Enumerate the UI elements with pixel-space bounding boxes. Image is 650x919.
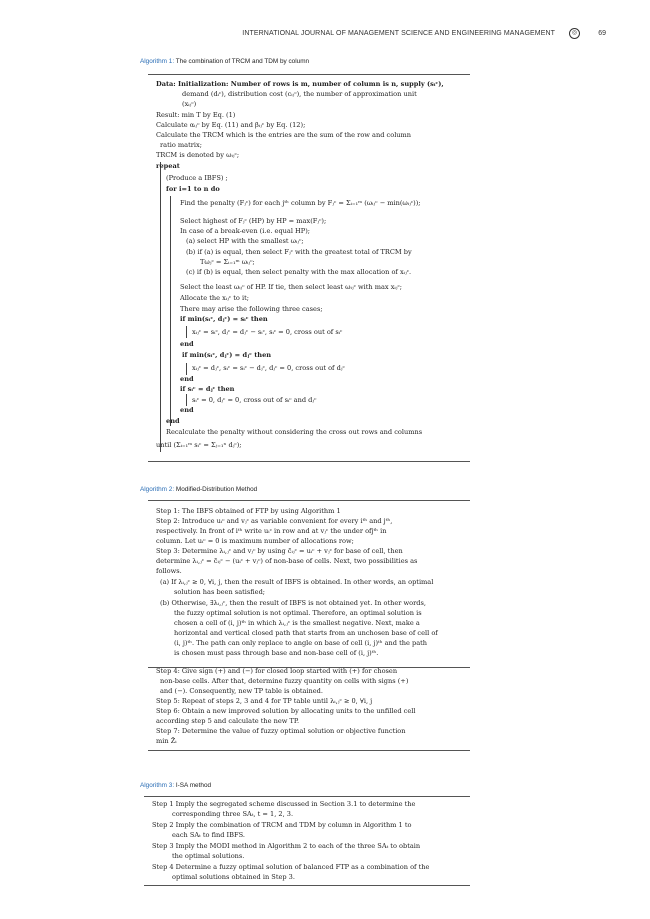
algo2-line-9: (b) Otherwise, ∃λᵢ,ⱼᶜ, then the result of IBFS is not obtained yet. In other words, [160,599,426,607]
algo2-line-11: chosen a cell of (i, j)ᵗʰ in which λᵢ,ⱼᶜ is the smallest negative. Next, make a [174,619,420,627]
algo3-line-7: optimal solutions obtained in Step 3. [172,873,295,881]
algo1-line-19: Allocate the xᵢⱼᶜ to it; [180,294,249,302]
algo2-line-12: horizontal and vertical closed path that starts from an unchosen base of cell of [174,629,438,637]
algo2-line-16: non-base cells. After that, determine fuzzy quantity on cells with signs (+) [160,677,409,685]
algo1-line-15: (b) if (a) is equal, then select Fⱼᶜ with the greatest total of TRCM by [186,248,412,256]
algo2-line-21: Step 7: Determine the value of fuzzy optimal solution or objective function [156,727,406,735]
algo1-line-1: demand (dᵢᶜ), distribution cost (cᵢⱼᶜ), the number of approximation unit [182,90,417,98]
algo2-line-20: according step 5 and calculate the new TP. [156,717,300,725]
algo1-line-6: ratio matrix; [160,141,202,149]
algo2-line-7: (a) If λᵢ,ⱼᶜ ≥ 0, ∀i, j, then the result of IBFS is obtained. In other words, an optimal [160,578,434,586]
algo1-line-12: Select highest of Fⱼᶜ (HP) by HP = max(Fⱼᶜ); [180,217,327,225]
algo1-line-17: (c) if (b) is equal, then select penalty with the max allocation of xᵢⱼᶜ. [186,268,412,276]
algo1-line-25: xᵢⱼᶜ = dⱼᶜ, sᵢᶜ = sᵢᶜ − dⱼᶜ, dⱼᶜ = 0, cross out of dⱼᶜ [192,364,345,372]
algo1-line-9: (Produce a IBFS) ; [166,174,228,182]
algo1-line-28: sᵢᶜ = 0, dⱼᶜ = 0, cross out of sᵢᶜ and dⱼᶜ [192,396,317,404]
algorithm-3-title: I-SA method [174,782,212,789]
algo1-line-29: end [180,406,194,414]
algorithm-3-caption [140,782,211,789]
algorithm-2-title: Modified-Distribution Method [174,486,258,493]
algo1-line-21: if min(sᵢᶜ, dⱼᶜ) = sᵢᶜ then [180,315,268,323]
algo2-line-1: Step 2: Introduce uᵢᶜ and vⱼᶜ as variable convenient for every iᵗʰ and jᵗʰ, [156,517,393,525]
algo2-line-13: (i, j)ᵗʰ. The path can only replace to angle on base of cell (i, j)ᵗʰ and the path [174,639,428,647]
algo1-line-8: repeat [156,162,180,170]
if-bar-1 [186,326,187,338]
algo2-line-8: solution has been satisfied; [174,588,266,596]
algo1-line-2: (xᵢⱼᶜ) [182,100,197,108]
algo1-line-13: In case of a break-even (i.e. equal HP); [180,227,311,235]
if-bar-3 [186,394,187,406]
algo2-line-0: Step 1: The IBFS obtained of FTP by using Algorithm 1 [156,507,341,515]
algorithm-1-caption [140,58,309,65]
algo2-line-22: min Z̃ᵢ [156,737,177,745]
journal-logo-icon: ◎ [569,28,580,39]
running-header [0,28,650,42]
algorithm-2-label: Algorithm 2: [140,486,175,493]
algo1-line-32: until (Σᵢ₌₁ᵐ sᵢᶜ = Σⱼ₌₁ⁿ dⱼᶜ); [156,441,242,449]
journal-name: INTERNATIONAL JOURNAL OF MANAGEMENT SCIENCE AND ENGINEERING MANAGEMENT [242,30,555,37]
algo2-line-5: determine λᵢ,ⱼᶜ = c̃ᵢⱼᶜ − (uᵢᶜ + vⱼᶜ) of non-base of cells. Next, two possibilities as [156,557,418,565]
algorithm-2-bottom-rule [148,750,470,751]
algo1-line-16: Tωⱼᶜ = Σᵢ₌₁ᵐ ωᵢⱼᶜ; [200,258,255,266]
algo2-line-14: is chosen must pass through base and non-base cell of (i, j)ᵗʰ. [174,649,379,657]
algorithm-3-top-rule [144,796,470,797]
algo3-line-4: Step 3 Imply the MODI method in Algorithm 2 to each of the three SAₜ to obtain [152,842,421,850]
algo3-line-5: the optimal solutions. [172,852,245,860]
algo2-line-6: follows. [156,567,182,575]
algo2-line-18: Step 5: Repeat of steps 2, 3 and 4 for TP table until λᵢ,ⱼᶜ ≥ 0, ∀i, j [156,697,373,705]
algo2-line-3: column. Let uᵢᶜ = 0 is maximum number of allocations row; [156,537,354,545]
algo1-line-26: end [180,375,194,383]
algorithm-1-label: Algorithm 1: [140,58,175,65]
algo3-line-0: Step 1 Imply the segregated scheme discussed in Section 3.1 to determine the [152,800,416,808]
algo3-line-2: Step 2 Imply the combination of TRCM and TDM by column in Algorithm 1 to [152,821,412,829]
algorithm-2-caption [140,486,257,493]
algo1-line-18: Select the least ωᵢⱼᶜ of HP. If tie, then select least ωᵢⱼᶜ with max xᵢⱼᶜ; [180,283,403,291]
algo1-line-5: Calculate the TRCM which is the entries are the sum of the row and column [156,131,412,139]
algo1-line-23: end [180,340,194,348]
algo1-line-0: Data: Initialization: Number of rows is m, number of column is n, supply (sᵢᶜ), [156,80,444,88]
algo3-line-6: Step 4 Determine a fuzzy optimal solution of balanced FTP as a combination of the [152,863,430,871]
algo2-line-10: the fuzzy optimal solution is not optimal. Therefore, an optimal solution is [174,609,422,617]
algo2-line-17: and (−). Consequently, new TP table is obtained. [160,687,323,695]
algo1-line-30: end [166,417,180,425]
algo1-line-10: for i=1 to n do [166,185,220,193]
algo1-line-31: Recalculate the penalty without considering the cross out rows and columns [166,428,423,436]
algo1-line-4: Calculate αᵢⱼᶜ by Eq. (11) and βᵢⱼᶜ by Eq. (12); [156,121,306,129]
for-bar [170,196,171,426]
page-number: 69 [598,30,606,37]
algo1-line-27: if sᵢᶜ = dⱼᶜ then [180,385,235,393]
repeat-bar [160,162,161,452]
algo2-line-19: Step 6: Obtain a new improved solution by allocating units to the unfilled cell [156,707,416,715]
algo1-line-24: if min(sᵢᶜ, dⱼᶜ) = dⱼᶜ then [182,351,272,359]
algo2-line-2: respectively. In front of iᵗʰ write uᵢᶜ in row and at vⱼᶜ the under ofjᵗʰ in [156,527,387,535]
algo1-line-14: (a) select HP with the smallest ωᵢⱼᶜ; [186,237,304,245]
algo1-line-20: There may arise the following three cases; [180,305,323,313]
algo3-line-1: corresponding three SAₜ, t = 1, 2, 3. [172,810,294,818]
algo3-line-3: each SAₜ to find IBFS. [172,831,245,839]
algo1-line-3: Result: min T by Eq. (1) [156,111,236,119]
algorithm-3-bottom-rule [144,885,470,886]
algorithm-1-title: The combination of TRCM and TDM by column [174,58,310,65]
if-bar-2 [186,363,187,375]
algo2-line-4: Step 3: Determine λᵢ,ⱼᶜ and vⱼᶜ by using c̃ᵢⱼᶜ = uᵢᶜ + vⱼᶜ for base of cell, then [156,547,403,555]
algo1-line-11: Find the penalty (Fⱼᶜ) for each jᵗʰ column by Fⱼᶜ = Σᵢ₌₁ᵐ (ωᵢⱼᶜ − min(ωᵢⱼᶜ)); [180,199,421,207]
algo1-line-7: TRCM is denoted by ωᵢⱼᶜ; [156,151,240,159]
algorithm-3-label: Algorithm 3: [140,782,175,789]
algo1-line-22: xᵢⱼᶜ = sᵢᶜ, dⱼᶜ = dⱼᶜ − sᵢᶜ, sᵢᶜ = 0, cross out of sᵢᶜ [192,328,343,336]
algo2-line-15: Step 4: Give sign (+) and (−) for closed loop started with (+) for chosen [156,667,398,675]
